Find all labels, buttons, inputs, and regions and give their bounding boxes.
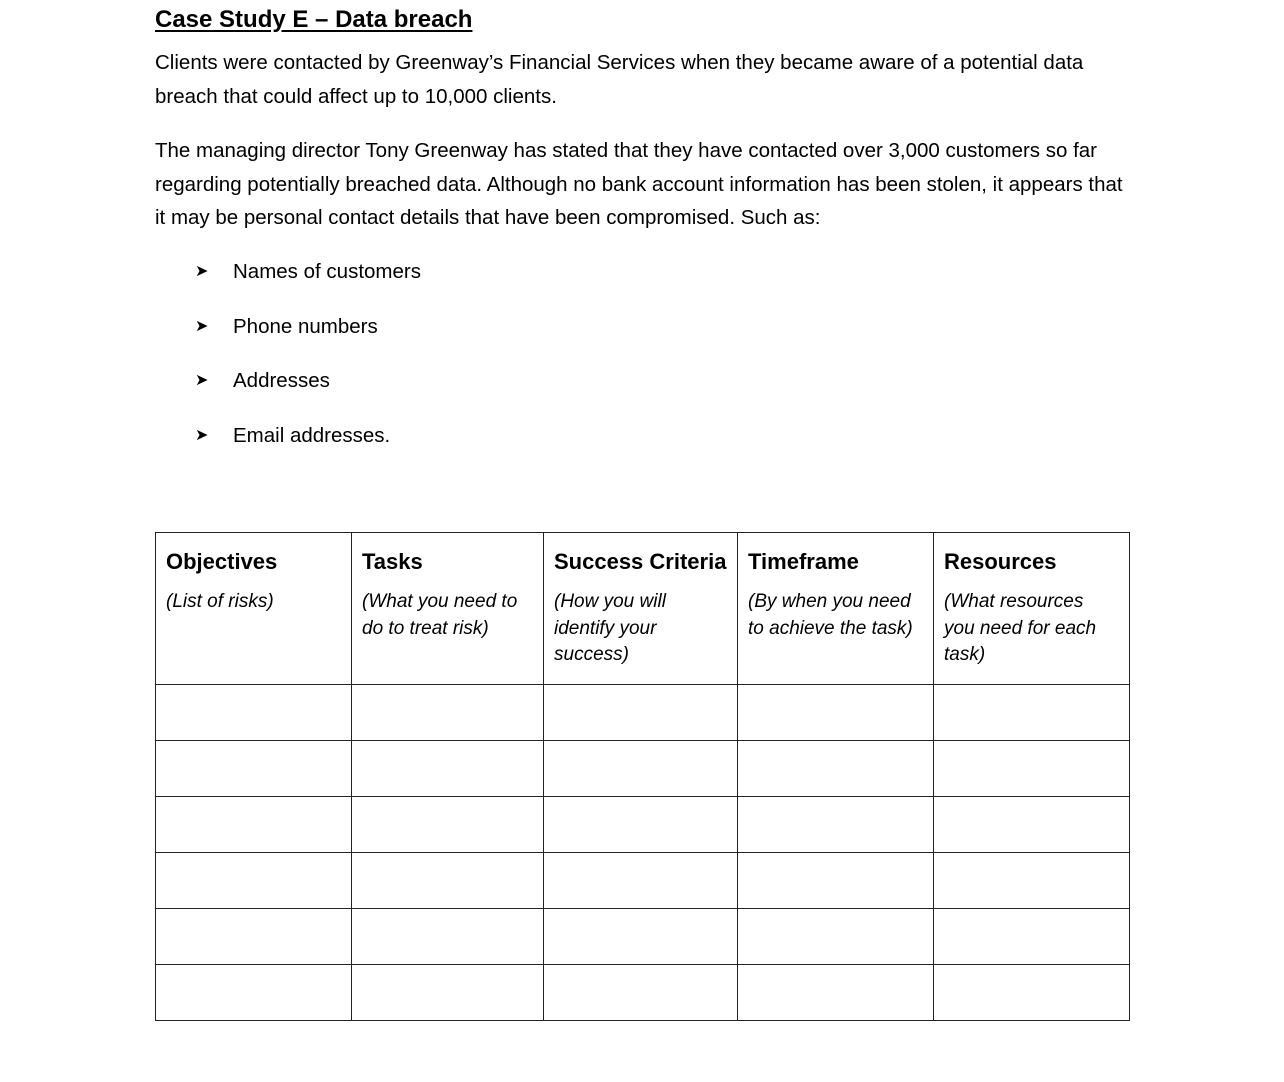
table-row bbox=[156, 909, 1130, 965]
list-item bbox=[195, 365, 421, 420]
column-note: (How you will identify your success) bbox=[554, 591, 666, 665]
header-cell-resources bbox=[934, 533, 1130, 685]
table-cell[interactable] bbox=[352, 685, 544, 741]
table-cell[interactable] bbox=[156, 853, 352, 909]
table-cell[interactable] bbox=[352, 965, 544, 1021]
column-heading: Objectives bbox=[166, 549, 278, 574]
table-cell[interactable] bbox=[156, 797, 352, 853]
table-cell[interactable] bbox=[544, 853, 738, 909]
table-cell[interactable] bbox=[738, 741, 934, 797]
column-note: (What you need to do to treat risk) bbox=[362, 591, 518, 639]
table-cell[interactable] bbox=[156, 965, 352, 1021]
table-cell[interactable] bbox=[738, 797, 934, 853]
column-heading: Timeframe bbox=[748, 549, 859, 574]
compromised-data-list bbox=[195, 256, 421, 475]
table-cell[interactable] bbox=[934, 909, 1130, 965]
table-row bbox=[156, 741, 1130, 797]
table-cell[interactable] bbox=[544, 909, 738, 965]
page-title: Case Study E – Data breach bbox=[155, 6, 473, 33]
table-cell[interactable] bbox=[544, 797, 738, 853]
details-paragraph: The managing director Tony Greenway has stated that they have contacted over 3,000 customers so far regarding potentially breached data. Although no bank account information has been stolen, it appears that it may be personal contact details that have been compromised. Such as: bbox=[155, 139, 1123, 229]
table-cell[interactable] bbox=[934, 965, 1130, 1021]
table-cell[interactable] bbox=[352, 797, 544, 853]
list-item-text: Email addresses. bbox=[233, 424, 391, 448]
header-cell-success-criteria bbox=[544, 533, 738, 685]
header-cell-tasks bbox=[352, 533, 544, 685]
arrow-bullet-icon: ➤ bbox=[195, 372, 209, 390]
table-cell[interactable] bbox=[934, 853, 1130, 909]
table-cell[interactable] bbox=[934, 797, 1130, 853]
table-row bbox=[156, 685, 1130, 741]
table-cell[interactable] bbox=[738, 685, 934, 741]
table-cell[interactable] bbox=[738, 909, 934, 965]
table-cell[interactable] bbox=[156, 909, 352, 965]
list-item bbox=[195, 311, 421, 366]
table-cell[interactable] bbox=[544, 741, 738, 797]
table-row bbox=[156, 853, 1130, 909]
arrow-bullet-icon: ➤ bbox=[195, 427, 209, 445]
intro-paragraph: Clients were contacted by Greenway’s Financial Services when they became aware of a potential data breach that could affect up to 10,000 clients. bbox=[155, 51, 1084, 108]
table-header-row bbox=[156, 533, 1130, 685]
table-cell[interactable] bbox=[156, 741, 352, 797]
table-cell[interactable] bbox=[738, 965, 934, 1021]
table-cell[interactable] bbox=[934, 741, 1130, 797]
table-row bbox=[156, 797, 1130, 853]
arrow-bullet-icon: ➤ bbox=[195, 263, 209, 280]
table-cell[interactable] bbox=[544, 685, 738, 741]
table-row bbox=[156, 965, 1130, 1021]
table-cell[interactable] bbox=[156, 685, 352, 741]
table-cell[interactable] bbox=[738, 853, 934, 909]
table-cell[interactable] bbox=[352, 741, 544, 797]
table-cell[interactable] bbox=[934, 685, 1130, 741]
table-cell[interactable] bbox=[352, 909, 544, 965]
column-heading: Resources bbox=[944, 549, 1057, 574]
table-cell[interactable] bbox=[352, 853, 544, 909]
column-heading: Success Criteria bbox=[554, 549, 727, 574]
column-note: (List of risks) bbox=[166, 591, 274, 612]
list-item bbox=[195, 256, 421, 311]
column-note: (By when you need to achieve the task) bbox=[748, 591, 913, 639]
arrow-bullet-icon: ➤ bbox=[195, 317, 209, 335]
column-heading: Tasks bbox=[362, 549, 423, 574]
list-item-text: Addresses bbox=[233, 369, 330, 393]
risk-treatment-table bbox=[155, 532, 1130, 1021]
list-item-text: Names of customers bbox=[233, 260, 421, 283]
column-note: (What resources you need for each task) bbox=[944, 591, 1097, 665]
header-cell-timeframe bbox=[738, 533, 934, 685]
table-cell[interactable] bbox=[544, 965, 738, 1021]
list-item-text: Phone numbers bbox=[233, 314, 378, 338]
header-cell-objectives bbox=[156, 533, 352, 685]
list-item bbox=[195, 420, 421, 475]
